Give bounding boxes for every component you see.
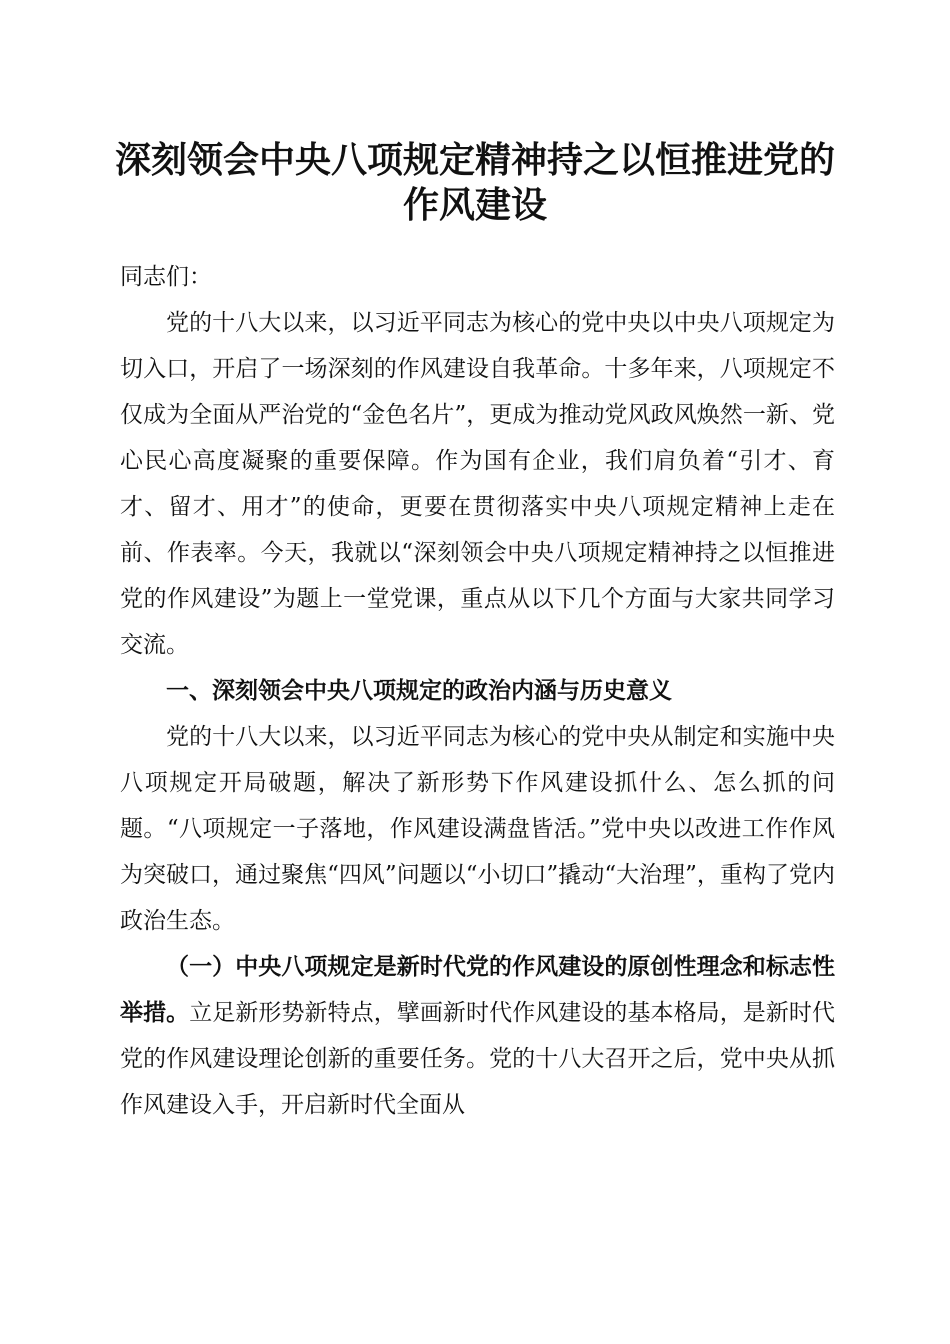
section-heading-1: 一、深刻领会中央八项规定的政治内涵与历史意义: [166, 678, 672, 704]
subsection-lead-1: （一）中央八项规定是新时代党的作风建设的原创性理念和标志性举措。: [120, 953, 835, 1026]
section-paragraph-1: 党的十八大以来，以习近平同志为核心的党中央从制定和实施中央八项规定开局破题，解决了新形势下作风建设抓什么、怎么抓的问题。“八项规定一子落地，作风建设满盘皆活。”党中央以改进工作作风为突破口，通过聚焦“四风”问题以“小切口”撬动“大治理”，重构了党内政治生态。: [120, 724, 835, 934]
salutation: 同志们：: [120, 264, 212, 290]
document-title-line1: 深刻领会中央八项规定精神持之以恒推进党的: [114, 139, 835, 181]
document-title-line2: 作风建设: [402, 184, 547, 226]
intro-paragraph: 党的十八大以来，以习近平同志为核心的党中央以中央八项规定为切入口，开启了一场深刻的作风建设自我革命。十多年来，八项规定不仅成为全面从严治党的“金色名片”，更成为推动党风政风焕然一新、党心民心高度凝聚的重要保障。作为国有企业，我们肩负着“引才、育才、留才、用才”的使命，更要在贯彻落实中央八项规定精神上走在前、作表率。今天，我就以“深刻领会中央八项规定精神持之以恒推进党的作风建设”为题上一堂党课，重点从以下几个方面与大家共同学习交流。: [120, 310, 835, 658]
subsection-paragraph-1: [120, 944, 835, 1128]
document-body: [120, 254, 835, 1128]
subsection-text-1: 立足新形势新特点，擘画新时代作风建设的基本格局，是新时代党的作风建设理论创新的重要任务。党的十八大召开之后，党中央从抓作风建设入手，开启新时代全面从: [120, 1000, 836, 1118]
